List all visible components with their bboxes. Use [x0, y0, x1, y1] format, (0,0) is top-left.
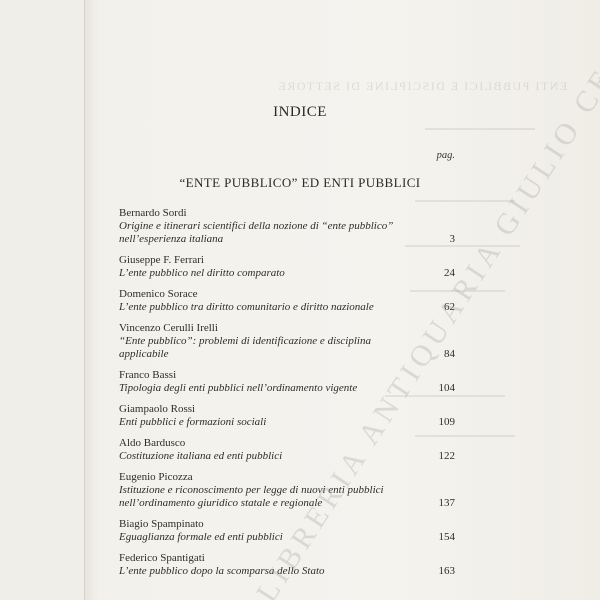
entry-page-number: 84	[444, 348, 455, 360]
index-title: INDICE	[273, 104, 327, 120]
entry-page-number: 122	[438, 450, 455, 462]
entry-page-number: 24	[444, 267, 455, 279]
entry-author: Federico Spantigati	[119, 552, 205, 564]
entry-author: Bernardo Sordi	[119, 207, 187, 219]
entry-author: Biagio Spampinato	[119, 518, 204, 530]
index-entry	[119, 322, 455, 361]
index-entry	[119, 471, 455, 510]
index-entry	[119, 437, 455, 463]
entry-author: Giuseppe F. Ferrari	[119, 254, 204, 266]
entry-author: Domenico Sorace	[119, 288, 198, 300]
entry-author: Franco Bassi	[119, 369, 177, 381]
entry-title: L’ente pubblico tra diritto comunitario e diritto nazionale	[119, 301, 374, 313]
section-title: “ENTE PUBBLICO” ED ENTI PUBBLICI	[179, 175, 421, 190]
page-column-label: pag.	[436, 150, 455, 161]
entry-author: Giampaolo Rossi	[119, 403, 196, 415]
bleed-through-line	[425, 128, 535, 130]
entry-page-number: 104	[438, 382, 455, 394]
bleed-through-heading: ENTI PUBBLICI E DISCIPLINE DI SETTORE	[277, 79, 568, 93]
entry-title: L’ente pubblico nel diritto comparato	[119, 267, 285, 279]
entry-title: Eguaglianza formale ed enti pubblici	[119, 531, 283, 543]
index-entries	[119, 207, 455, 586]
index-entry	[119, 518, 455, 544]
index-entry	[119, 369, 455, 395]
index-entry	[119, 552, 455, 578]
entry-page-number: 62	[444, 301, 455, 313]
entry-title: “Ente pubblico”: problemi di identificazione e disciplina applicabile	[119, 335, 371, 360]
entry-page-number: 109	[438, 416, 455, 428]
index-entry	[119, 403, 455, 429]
entry-page-number: 154	[438, 531, 455, 543]
index-entry	[119, 207, 455, 246]
entry-page-number: 163	[438, 565, 455, 577]
entry-author: Aldo Bardusco	[119, 437, 186, 449]
entry-title: Enti pubblici e formazioni sociali	[119, 416, 267, 428]
entry-author: Vincenzo Cerulli Irelli	[119, 322, 218, 334]
entry-title: Tipologia degli enti pubblici nell’ordinamento vigente	[119, 382, 358, 394]
entry-title: Costituzione italiana ed enti pubblici	[119, 450, 283, 462]
entry-page-number: 137	[438, 497, 455, 509]
bleed-through-line	[415, 200, 515, 202]
entry-title: L’ente pubblico dopo la scomparsa dello Stato	[119, 565, 325, 577]
index-entry	[119, 254, 455, 280]
entry-page-number: 3	[449, 233, 455, 245]
entry-author: Eugenio Picozza	[119, 471, 193, 483]
entry-title: Istituzione e riconoscimento per legge di nuovi enti pubblici nell’ordinamento giuridico statale e regionale	[119, 484, 384, 509]
index-entry	[119, 288, 455, 314]
entry-title: Origine e itinerari scientifici della nozione di “ente pubblico” nell’esperienza italiana	[119, 220, 394, 245]
